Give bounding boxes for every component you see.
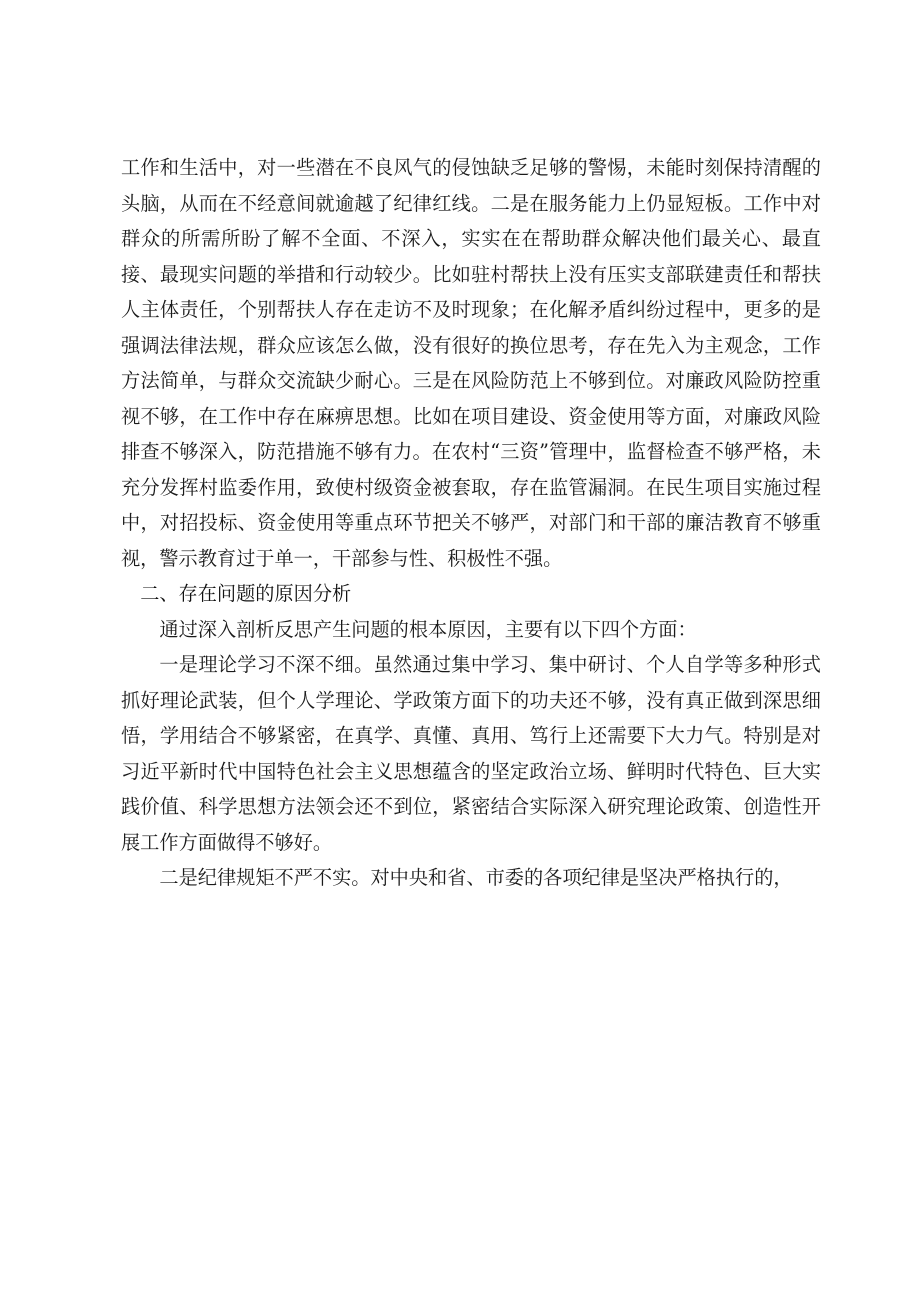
- section-heading-cause-analysis: 二、存在问题的原因分析: [140, 582, 352, 605]
- paragraph-theory-study: 一是理论学习不深不细。虽然通过集中学习、集中研讨、个人自学等多种形式抓好理论武装，但个人学理论、学政策方面下的功夫还不够，没有真正做到深思细悟，学用结合不够紧密，在真学、真懂、真用、笃行上还需要下大力气。特别是对习近平新时代中国特色社会主义思想蕴含的坚定政治立场、鲜明时代特色、巨大实践价值、科学思想方法领会还不到位，紧密结合实际深入研究理论政策、创造性开展工作方面做得不够好。: [121, 653, 821, 854]
- document-body: [121, 150, 821, 896]
- paragraph-continued-problems: 工作和生活中，对一些潜在不良风气的侵蚀缺乏足够的警惕，未能时刻保持清醒的头脑，从而在不经意间就逾越了纪律红线。二是在服务能力上仍显短板。工作中对群众的所需所盼了解不全面、不深入，实实在在帮助群众解决他们最关心、最直接、最现实问题的举措和行动较少。比如驻村帮扶上没有压实支部联建责任和帮扶人主体责任，个别帮扶人存在走访不及时现象；在化解矛盾纠纷过程中，更多的是强调法律法规，群众应该怎么做，没有很好的换位思考，存在先入为主观念，工作方法简单，与群众交流缺少耐心。三是在风险防范上不够到位。对廉政风险防控重视不够，在工作中存在麻痹思想。比如在项目建设、资金使用等方面，对廉政风险排查不够深入，防范措施不够有力。在农村“三资”管理中，监督检查不够严格，未充分发挥村监委作用，致使村级资金被套取，存在监管漏洞。在民生项目实施过程中，对招投标、资金使用等重点环节把关不够严，对部门和干部的廉洁教育不够重视，警示教育过于单一，干部参与性、积极性不强。: [121, 156, 821, 570]
- paragraph-discipline-rules: 二是纪律规矩不严不实。对中央和省、市委的各项纪律是坚决严格执行的，: [159, 866, 793, 889]
- paragraph-intro-four-aspects: 通过深入剖析反思产生问题的根本原因，主要有以下四个方面：: [159, 617, 697, 641]
